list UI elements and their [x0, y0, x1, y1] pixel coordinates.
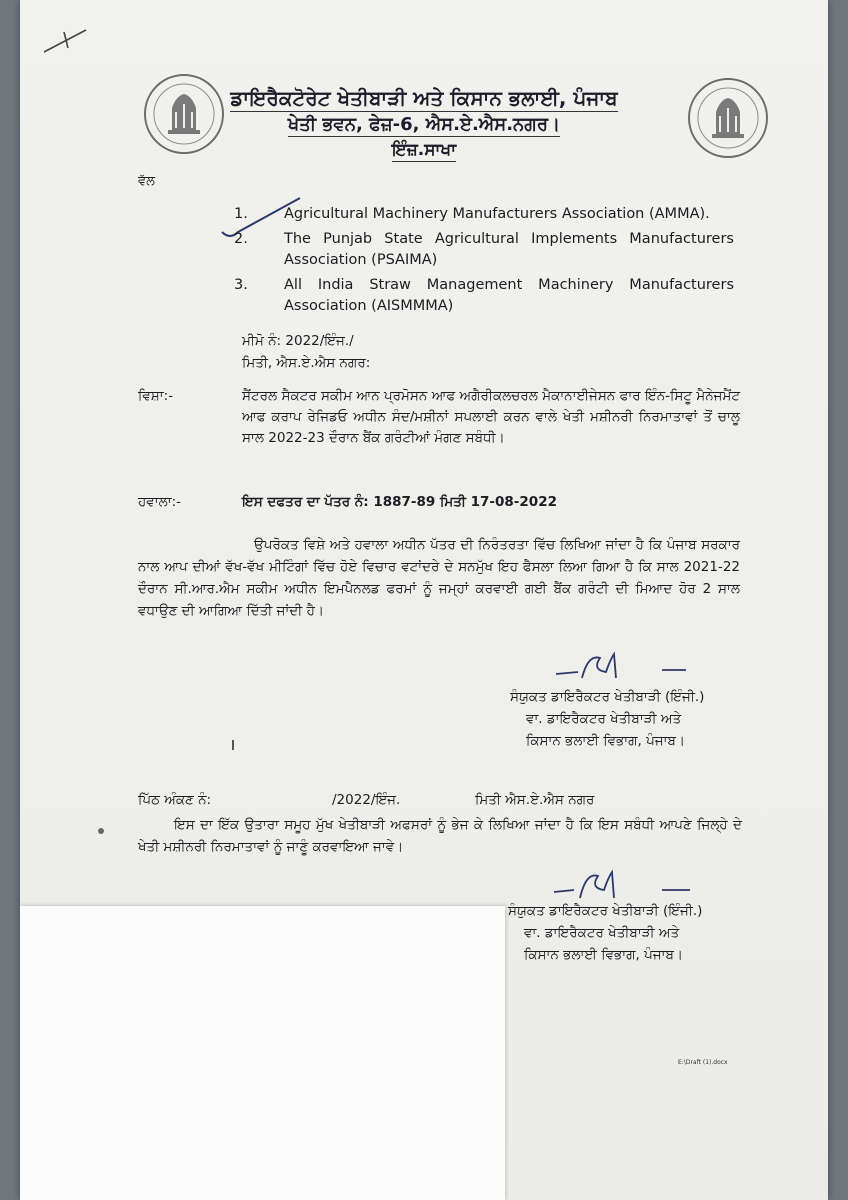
addressee-list [234, 204, 734, 321]
punch-hole-icon [98, 828, 104, 834]
endorsement-date: ਮਿਤੀ ਐਸ.ਏ.ਐਸ ਨਗਰ [475, 792, 595, 808]
list-item: 3. All India Straw Management Machinery Manufacturers Association (AISMMMA) [234, 277, 734, 314]
header-title: ਡਾਇਰੈਕਟੋਰੇਟ ਖੇਤੀਬਾੜੀ ਅਤੇ ਕਿਸਾਨ ਭਲਾਈ, ਪੰਜਾਬ [230, 86, 618, 110]
body-paragraph: ਉਪਰੋਕਤ ਵਿਸ਼ੇ ਅਤੇ ਹਵਾਲਾ ਅਧੀਨ ਪੱਤਰ ਦੀ ਨਿਰੰਤਰਤਾ ਵਿੱਚ ਲਿਖਿਆ ਜਾਂਦਾ ਹੈ ਕਿ ਪੰਜਾਬ ਸਰਕਾਰ ਨਾਲ ਆਪ ਦੀਆਂ ਵੱਖ-ਵੱਖ ਮੀਟਿੰਗਾਂ ਵਿੱਚ ਹੋਏ ਵਿਚਾਰ ਵਟਾਂਦਰੇ ਦੇ ਸਨਮੁੱਖ ਇਹ ਫੈਸਲਾ ਲਿਆ ਗਿਆ ਹੈ ਕਿ ਸਾਲ 2021-22 ਦੌਰਾਨ ਸੀ.ਆਰ.ਐਮ ਸਕੀਮ ਅਧੀਨ ਇਮਪੈਨਲਡ ਫਰਮਾਂ ਨੂੰ ਜਮ੍ਹਾਂ ਕਰਵਾਈ ਗਈ ਬੈਂਕ ਗਰੰਟੀ ਦੀ ਮਿਆਦ ਹੋਰ 2 ਸਾਲ ਵਧਾਉਣ ਦੀ ਆਗਿਆ ਦਿੱਤੀ ਜਾਂਦੀ ਹੈ। [138, 537, 740, 619]
signatory-2-block [508, 900, 702, 966]
signatory-2-designation: ਸੰਯੁਕਤ ਡਾਇਰੈਕਟਰ ਖੇਤੀਬਾੜੀ (ਇੰਜੀ.) [508, 903, 703, 919]
signatory-2-dept: ਕਿਸਾਨ ਭਲਾਈ ਵਿਭਾਗ, ਪੰਜਾਬ। [524, 947, 684, 963]
overlapping-blank-sheet [20, 906, 505, 1200]
signatory-for: ਵਾ. ਡਾਇਰੈਕਟਰ ਖੇਤੀਬਾੜੀ ਅਤੇ [526, 711, 682, 727]
signature-1-icon [552, 648, 692, 690]
signatory-block [510, 686, 704, 752]
memo-block [242, 330, 370, 374]
memo-date: ਮਿਤੀ, ਐਸ.ਏ.ਐਸ ਨਗਰ: [242, 355, 371, 371]
letter-page [20, 0, 828, 1200]
subject-text: ਸੈਂਟਰਲ ਸੈਕਟਰ ਸਕੀਮ ਆਨ ਪ੍ਰਮੋਸਨ ਆਫ ਅਗੈਰੀਕਲਚਰਲ ਮੈਕਾਨਾਈਜੇਸਨ ਫਾਰ ਇੰਨ-ਸਿਟੂ ਮੈਨੇਜਮੈਂਟ ਆਫ ਕਰਾਪ ਰੇਜਿਡਓ ਅਧੀਨ ਸੰਦ/ਮਸ਼ੀਨਾਂ ਸਪਲਾਈ ਕਰਨ ਵਾਲੇ ਖੇਤੀ ਮਸ਼ੀਨਰੀ ਨਿਰਮਾਤਾਵਾਂ ਤੋਂ ਚਾਲੂ ਸਾਲ 2022-23 ਦੌਰਾਨ ਬੈਂਕ ਗਰੰਟੀਆਂ ਮੰਗਣ ਸਬੰਧੀ। [242, 388, 740, 446]
header-branch: ਇੰਜ਼.ਸਾਖਾ [391, 140, 457, 160]
subject-label: ਵਿਸ਼ਾ:- [138, 388, 174, 404]
endorsement-label: ਪਿੱਠ ਅੰਕਣ ਨੰ: [138, 792, 212, 808]
endorsement-number: /2022/ਇੰਜ. [332, 792, 401, 808]
list-item: 2. The Punjab State Agricultural Implements Manufacturers Association (PSAIMA) [234, 231, 734, 268]
memo-number: ਮੀਮੋ ਨੰ: 2022/ਇੰਜ./ [242, 333, 354, 349]
list-item: 1. Agricultural Machinery Manufacturers Association (AMMA). [234, 206, 710, 222]
pen-mark-icon [42, 26, 88, 60]
signatory-2-for: ਵਾ. ਡਾਇਰੈਕਟਰ ਖੇਤੀਬਾੜੀ ਅਤੇ [524, 925, 680, 941]
signatory-dept: ਕਿਸਾਨ ਭਲਾਈ ਵਿਭਾਗ, ਪੰਜਾਬ। [526, 733, 686, 749]
reference-text: ਇਸ ਦਫਤਰ ਦਾ ਪੱਤਰ ਨੰ: 1887-89 ਮਿਤੀ 17-08-2022 [242, 494, 557, 510]
file-path: E:\Draft (1).docx [678, 1059, 728, 1066]
endorsement-text: ਇਸ ਦਾ ਇੱਕ ਉਤਾਰਾ ਸਮੂਹ ਮੁੱਖ ਖੇਤੀਬਾੜੀ ਅਫਸਰਾਂ ਨੂੰ ਭੇਜ ਕੇ ਲਿਖਿਆ ਜਾਂਦਾ ਹੈ ਕਿ ਇਸ ਸਬੰਧੀ ਆਪਣੇ ਜਿਲ੍ਹੇ ਦੇ ਖੇਤੀ ਮਸ਼ੀਨਰੀ ਨਿਰਮਾਤਾਵਾਂ ਨੂੰ ਜਾਣੂੰ ਕਰਵਾਇਆ ਜਾਵੇ। [138, 817, 742, 855]
to-label: ਵੱਲ [138, 174, 155, 189]
signatory-designation: ਸੰਯੁਕਤ ਡਾਇਰੈਕਟਰ ਖੇਤੀਬਾੜੀ (ਇੰਜੀ.) [510, 689, 705, 705]
header-address: ਖੇਤੀ ਭਵਨ, ਫੇਜ਼-6, ਐਸ.ਏ.ਐਸ.ਨਗਰ। [287, 114, 561, 135]
stray-mark [232, 740, 234, 750]
reference-label: ਹਵਾਲਾ:- [138, 494, 182, 510]
